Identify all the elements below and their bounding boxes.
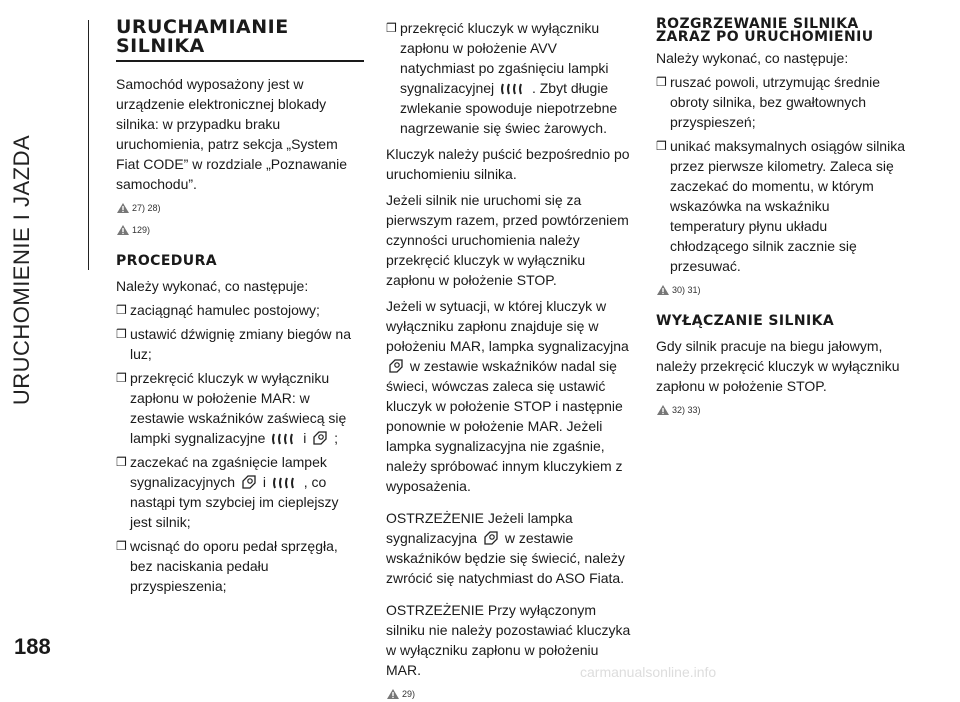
section-heading-warmup: ROZGRZEWANIE SILNIKA ZARAZ PO URUCHOMIENIU [656, 16, 874, 45]
bullet-item [116, 536, 364, 596]
reference-note [116, 200, 364, 216]
paragraph: Kluczyk należy puścić bezpośrednio po uruchomieniu silnika. [386, 146, 630, 182]
reference-note [656, 282, 908, 298]
warning-paragraph: OSTRZEŻENIE Przy wyłączonym silniku nie należy pozostawiać kluczyka w wyłączniku zapłonu w położeniu MAR. [386, 602, 631, 678]
immobilizer-key-icon [312, 430, 328, 446]
glow-plug-icon [272, 476, 298, 490]
side-section-title: URUCHOMIENIE I JAZDA [9, 134, 34, 406]
bullet-text: zaczekać na zgaśnięcie lampek sygnalizacyjnych [130, 454, 327, 490]
bullet-text: ustawić dźwignię zmiany biegów na luz; [130, 326, 351, 362]
warning-icon [656, 284, 670, 296]
intro-paragraph: Samochód wyposażony jest w urządzenie elektronicznej blokady silnika: w przypadku braku uruchomienia, patrz sekcja „System Fiat CODE” w rozdziale „Poznawanie samochodu”. [116, 76, 348, 192]
bullet-item [116, 324, 364, 364]
side-divider [88, 20, 89, 270]
glow-plug-icon [500, 82, 526, 96]
warning-text-end: w zestawie wskaźników będzie się świecić, należy zwrócić się natychmiast do ASO Fiata. [386, 530, 625, 586]
bullet-square-icon: ❒ [116, 539, 127, 553]
reference-note [656, 402, 908, 418]
bullet-text-conj: i [303, 430, 307, 446]
column-3 [656, 18, 908, 418]
bullet-item [386, 18, 634, 138]
reference-note-text: 32) 33) [672, 405, 701, 415]
bullet-text-end: , co nastąpi tym szybciej im cieplejszy jest silnik; [130, 474, 339, 530]
immobilizer-key-icon [388, 358, 404, 374]
paragraph-text-end: w zestawie wskaźników nadal się świeci, wówczas zaleca się ustawić kluczyk w położenie STOP i następnie ponownie w położenie MAR. Jeżeli lampka sygnalizacyjna nie zgaśnie, należy spróbować innym kluczykiem z wyposażenia. [386, 358, 623, 494]
bullet-text: ruszać powoli, utrzymując średnie obroty silnika, bez gwałtownych przyspieszeń; [670, 74, 881, 130]
lead-paragraph: Należy wykonać, co następuje: [656, 50, 849, 66]
reference-note [386, 686, 634, 702]
page-number: 188 [14, 634, 51, 659]
section-heading-starting: URUCHAMIANIE SILNIKA [116, 16, 289, 57]
lead-paragraph: Należy wykonać, co następuje: [116, 278, 309, 294]
paragraph: Jeżeli silnik nie uruchomi się za pierwszym razem, przed powtórzeniem czynności uruchomienia należy przekręcić kluczyk w wyłączniku zapłonu w położenie STOP. [386, 192, 629, 288]
immobilizer-key-icon [241, 474, 257, 490]
bullet-square-icon: ❒ [656, 139, 667, 153]
reference-note-text: 29) [402, 689, 416, 699]
paragraph-text: Jeżeli w sytuacji, w której kluczyk w wyłączniku zapłonu znajduje się w położeniu MAR, lampka sygnalizacyjna [386, 298, 629, 354]
warning-icon [116, 202, 130, 214]
bullet-text: zaciągnąć hamulec postojowy; [130, 302, 320, 318]
bullet-square-icon: ❒ [116, 303, 127, 317]
warning-icon [656, 404, 670, 416]
bullet-text-end: . Zbyt długie zwlekanie spowoduje niepotrzebne nagrzewanie się świec żarowych. [400, 80, 618, 136]
bullet-text: unikać maksymalnych osiągów silnika przez pierwsze kilometry. Zaleca się zaczekać do momentu, w którym wskazówka na wskaźniku temperatury płynu układu chłodzącego silnik zacznie się przesuwać. [670, 138, 905, 274]
paragraph: Gdy silnik pracuje na biegu jałowym, należy przekręcić kluczyk w wyłączniku zapłonu w położenie STOP. [656, 338, 900, 394]
warning-paragraph [386, 508, 634, 588]
warning-icon [386, 688, 400, 700]
footer-watermark: carmanualsonline.info [580, 664, 717, 680]
bullet-item [116, 368, 364, 448]
heading-rule [116, 60, 364, 62]
bullet-item [116, 300, 364, 320]
bullet-text: przekręcić kluczyk w wyłączniku zapłonu w położenie MAR: w zestawie wskaźników zaświecą się lampki sygnalizacyjne [130, 370, 347, 446]
bullet-square-icon: ❒ [116, 327, 127, 341]
reference-note-text: 129) [132, 225, 151, 235]
bullet-square-icon: ❒ [656, 75, 667, 89]
bullet-item [656, 72, 908, 132]
bullet-text-conj: i [262, 474, 266, 490]
warning-text: OSTRZEŻENIE Jeżeli lampka sygnalizacyjna [386, 510, 573, 546]
bullet-square-icon: ❒ [116, 371, 127, 385]
bullet-text: przekręcić kluczyk w wyłączniku zapłonu w położenie AVV natychmiast po zgaśnięciu lampki sygnalizacyjnej [400, 20, 609, 96]
glow-plug-icon [271, 432, 297, 446]
reference-note [116, 222, 364, 238]
reference-note-text: 30) 31) [672, 285, 701, 295]
reference-note-text: 27) 28) [132, 203, 161, 213]
bullet-item [116, 452, 364, 532]
bullet-square-icon: ❒ [116, 455, 127, 469]
sub-heading-engine-stop: WYŁĄCZANIE SILNIKA [656, 313, 835, 329]
bullet-square-icon: ❒ [386, 21, 397, 35]
immobilizer-key-icon [483, 530, 499, 546]
warning-icon [116, 224, 130, 236]
paragraph [386, 296, 634, 496]
sub-heading-procedure: PROCEDURA [116, 253, 217, 269]
bullet-text: wcisnąć do oporu pedał sprzęgła, bez naciskania pedału przyspieszenia; [130, 538, 338, 594]
column-1 [116, 18, 364, 596]
bullet-item [656, 136, 908, 276]
bullet-text-end: ; [334, 430, 338, 446]
column-2 [386, 18, 634, 702]
